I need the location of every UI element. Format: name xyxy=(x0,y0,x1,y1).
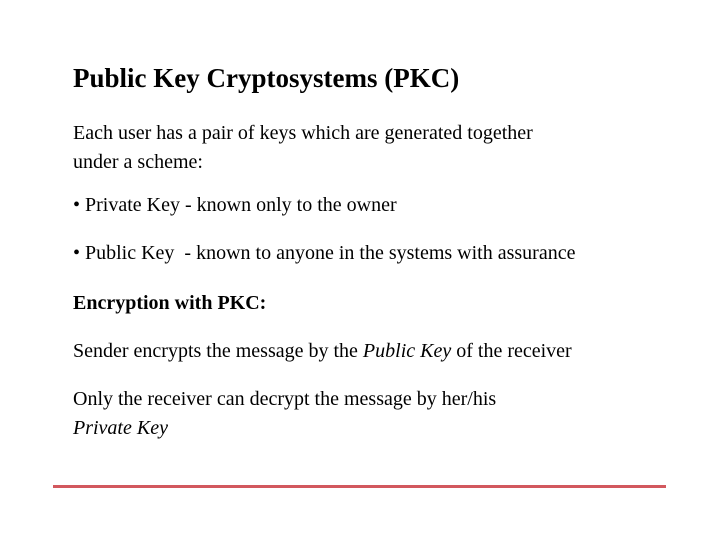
sender-sentence-start: Sender encrypts the message by the xyxy=(73,340,363,362)
sender-sentence-end: of the receiver xyxy=(451,340,572,362)
bullet-public-key: • Public Key - known to anyone in the systems with assurance xyxy=(73,242,576,264)
bullet-private-key: • Private Key - known only to the owner xyxy=(73,194,397,216)
intro-line-2: under a scheme: xyxy=(73,151,203,173)
private-key-term: Private Key xyxy=(73,417,168,439)
receiver-sentence xyxy=(73,385,496,443)
sender-sentence xyxy=(73,337,572,366)
public-key-term: Public Key xyxy=(362,340,452,362)
bottom-divider xyxy=(53,485,666,488)
receiver-sentence-line-1: Only the receiver can decrypt the message by her/his xyxy=(73,388,497,410)
intro-paragraph xyxy=(73,119,533,177)
encryption-subheading: Encryption with PKC: xyxy=(73,292,267,314)
intro-line-1: Each user has a pair of keys which are generated together xyxy=(73,122,533,144)
slide-title: Public Key Cryptosystems (PKC) xyxy=(73,63,460,93)
